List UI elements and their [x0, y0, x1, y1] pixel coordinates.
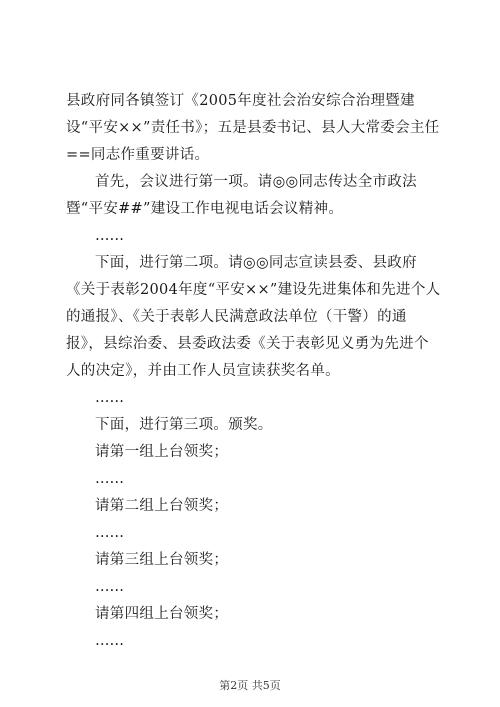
ellipsis-line: …… — [95, 633, 124, 649]
page-number-footer: 第2页 共5页 — [219, 679, 281, 692]
ellipsis-line: …… — [95, 579, 124, 595]
award-group-three: 请第三组上台领奖； — [95, 552, 229, 568]
ellipsis-line: …… — [95, 471, 124, 487]
paragraph-continuation: 县政府同各镇签订《2005年度社会治安综合治理暨建设“平安××”责任书》；五是县委书记、县人大常委会主任==同志作重要讲话。 — [66, 93, 440, 163]
award-group-one: 请第一组上台领奖； — [95, 444, 229, 460]
paragraph-item-two: 下面，进行第二项。请◎◎同志宣读县委、县政府《关于表彰2004年度“平安××”建设先进集体和先进个人的通报》、《关于表彰人民满意政法单位（干警）的通报》，县综治委、县委政法委《关于表彰见义勇为先进个人的决定》，并由工作人员宣读获奖名单。 — [66, 255, 441, 379]
ellipsis-line: …… — [95, 525, 124, 541]
paragraph-item-one: 首先，会议进行第一项。请◎◎同志传达全市政法暨“平安##”建设工作电视电话会议精神。 — [66, 174, 417, 217]
award-group-four: 请第四组上台领奖； — [95, 606, 229, 622]
document-body — [66, 88, 442, 655]
paragraph-item-three: 下面，进行第三项。颁奖。 — [95, 417, 273, 433]
ellipsis-line: …… — [95, 390, 124, 406]
ellipsis-line: …… — [95, 228, 124, 244]
award-group-two: 请第二组上台领奖； — [95, 498, 229, 514]
